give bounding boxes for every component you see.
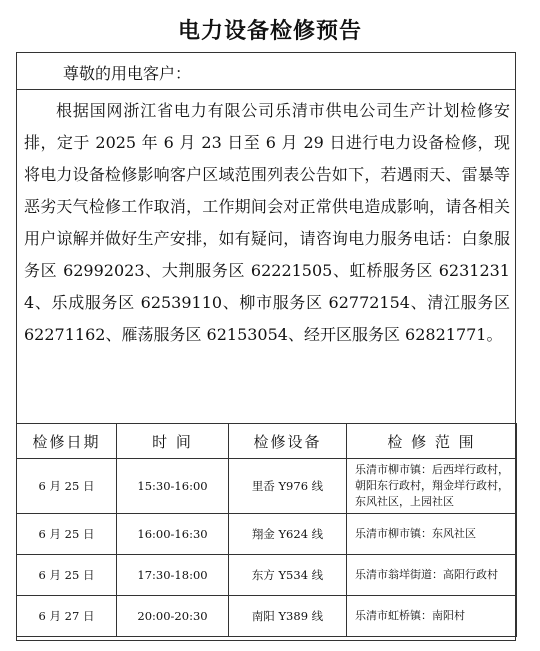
cell-equipment: 东方 Y534 线 xyxy=(229,555,347,596)
cell-scope: 乐清市虹桥镇：南阳村 xyxy=(347,596,517,637)
header-scope: 检 修 范 围 xyxy=(347,424,517,459)
cell-scope: 乐清市柳市镇：后西垟行政村，朝阳东行政村，翔金垟行政村，东风社区，上园社区 xyxy=(347,459,517,514)
header-equipment: 检修设备 xyxy=(229,424,347,459)
cell-equipment: 南阳 Y389 线 xyxy=(229,596,347,637)
header-time: 时 间 xyxy=(117,424,229,459)
salutation: 尊敬的用电客户： xyxy=(63,64,192,83)
cell-scope: 乐清市翁垟街道：高阳行政村 xyxy=(347,555,517,596)
table-row xyxy=(17,596,517,637)
table-row xyxy=(17,459,517,514)
cell-time: 20:00-20:30 xyxy=(117,596,229,637)
cell-equipment: 翔金 Y624 线 xyxy=(229,514,347,555)
cell-time: 16:00-16:30 xyxy=(117,514,229,555)
notice-body: 根据国网浙江省电力有限公司乐清市供电公司生产计划检修安排，定于 2025 年 6 月 23 日至 6 月 29 日进行电力设备检修，现将电力设备检修影响客户区域范围列表公告如下，若遇雨天、雷暴等恶劣天气检修工作取消，工作期间会对正常供电造成影响，请各相关用户谅解并做好生产安排，如有疑问，请咨询电力服务电话：白象服务区 62992023、大荆服务区 62221505、虹桥服务区 62312314、乐成服务区 62539110、柳市服务区 62772154、清江服务区 62271162、雁荡服务区 62153054、经开区服务区 62821771。 xyxy=(24,101,510,344)
cell-equipment: 里岙 Y976 线 xyxy=(229,459,347,514)
table-row xyxy=(17,555,517,596)
table-row xyxy=(17,514,517,555)
cell-time: 15:30-16:00 xyxy=(117,459,229,514)
table-header-row xyxy=(17,424,517,459)
cell-date: 6 月 25 日 xyxy=(17,459,117,514)
page-title: 电力设备检修预告 xyxy=(177,19,362,44)
notice-frame xyxy=(16,52,516,641)
cell-date: 6 月 27 日 xyxy=(17,596,117,637)
cell-time: 17:30-18:00 xyxy=(117,555,229,596)
cell-date: 6 月 25 日 xyxy=(17,555,117,596)
cell-scope: 乐清市柳市镇：东风社区 xyxy=(347,514,517,555)
salutation-divider xyxy=(17,89,515,90)
cell-date: 6 月 25 日 xyxy=(17,514,117,555)
header-date: 检修日期 xyxy=(17,424,117,459)
maintenance-table xyxy=(16,423,517,637)
